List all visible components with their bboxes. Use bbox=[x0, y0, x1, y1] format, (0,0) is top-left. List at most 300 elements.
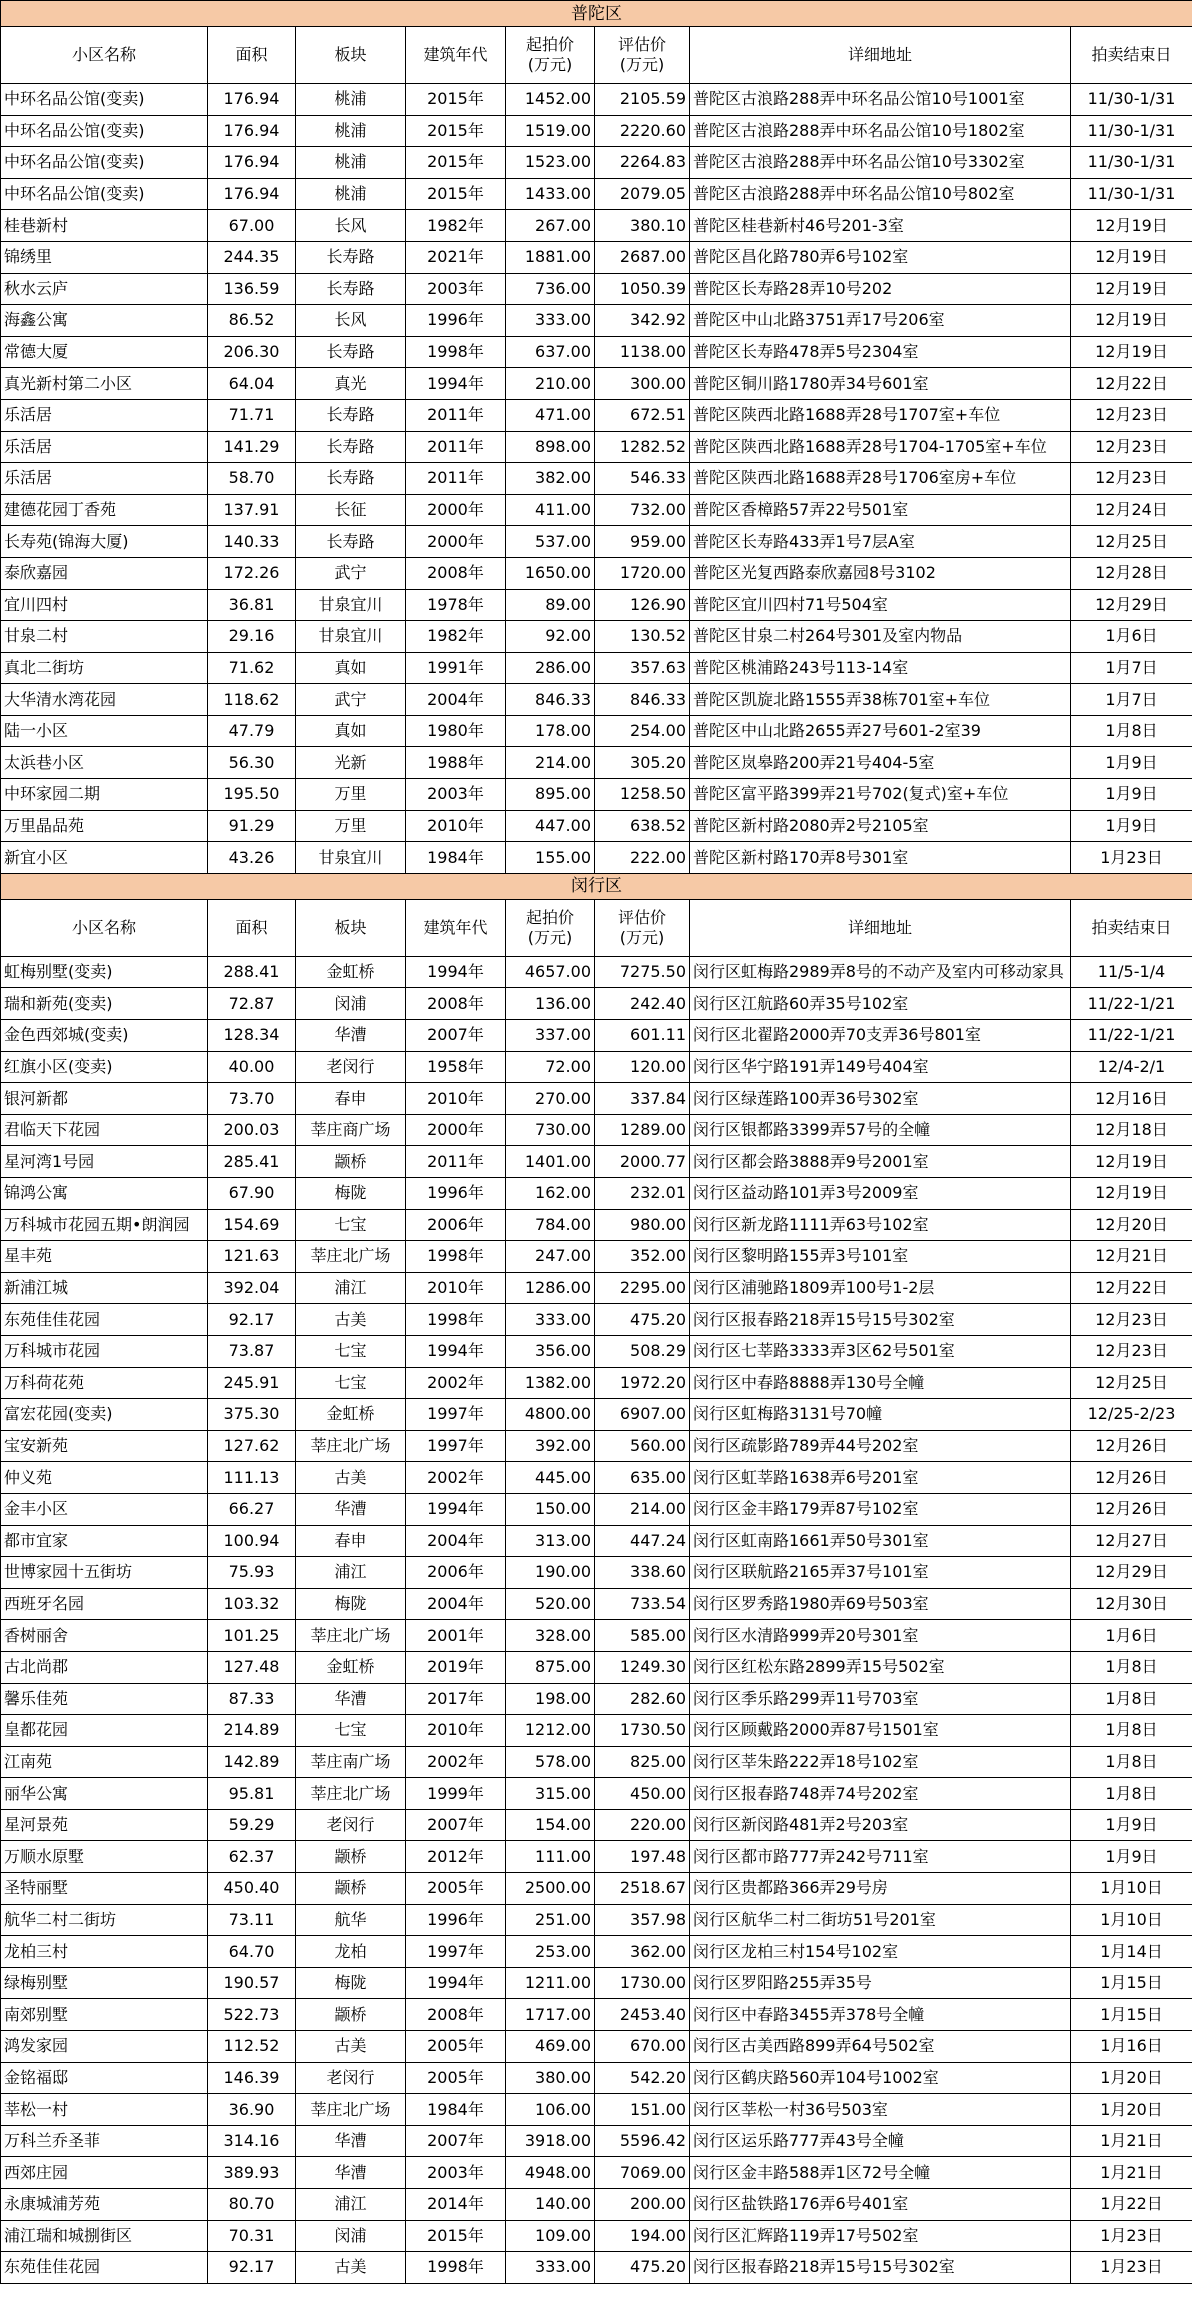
table-row bbox=[1, 557, 1192, 589]
build-year-cell: 1984年 bbox=[406, 842, 506, 874]
auction-end-date-cell: 1月21日 bbox=[1071, 2125, 1192, 2157]
auction-end-date-cell: 12月23日 bbox=[1071, 431, 1192, 463]
district-block-cell: 武宁 bbox=[296, 684, 406, 716]
appraised-price-cell: 732.00 bbox=[595, 494, 690, 526]
starting-price-cell: 190.00 bbox=[506, 1557, 595, 1589]
build-year-cell: 1994年 bbox=[406, 956, 506, 988]
build-year-cell: 1958年 bbox=[406, 1051, 506, 1083]
area-cell: 72.87 bbox=[208, 988, 296, 1020]
area-cell: 67.90 bbox=[208, 1178, 296, 1210]
area-cell: 136.59 bbox=[208, 273, 296, 305]
area-cell: 70.31 bbox=[208, 2220, 296, 2252]
area-cell: 75.93 bbox=[208, 1557, 296, 1589]
area-cell: 29.16 bbox=[208, 621, 296, 653]
appraised-price-cell: 5596.42 bbox=[595, 2125, 690, 2157]
build-year-cell: 2010年 bbox=[406, 1272, 506, 1304]
appraised-price-cell: 672.51 bbox=[595, 399, 690, 431]
address-cell: 闵行区汇辉路119弄17号502室 bbox=[690, 2220, 1071, 2252]
address-cell: 普陀区昌化路780弄6号102室 bbox=[690, 241, 1071, 273]
area-cell: 522.73 bbox=[208, 1999, 296, 2031]
district-block-cell: 古美 bbox=[296, 1304, 406, 1336]
community-name-cell: 锦鸿公寓 bbox=[1, 1178, 208, 1210]
district-block-cell: 华漕 bbox=[296, 2157, 406, 2189]
community-name-cell: 仲义苑 bbox=[1, 1462, 208, 1494]
address-cell: 闵行区浦驰路1809弄100号1-2层 bbox=[690, 1272, 1071, 1304]
table-row bbox=[1, 399, 1192, 431]
auction-end-date-cell: 1月23日 bbox=[1071, 2220, 1192, 2252]
starting-price-cell: 520.00 bbox=[506, 1588, 595, 1620]
community-name-cell: 香树丽舍 bbox=[1, 1620, 208, 1652]
community-name-cell: 建德花园丁香苑 bbox=[1, 494, 208, 526]
address-cell: 闵行区虹莘路1638弄6号201室 bbox=[690, 1462, 1071, 1494]
starting-price-cell: 247.00 bbox=[506, 1241, 595, 1273]
area-cell: 64.04 bbox=[208, 368, 296, 400]
community-name-cell: 万科城市花园五期•朗润园 bbox=[1, 1209, 208, 1241]
area-cell: 80.70 bbox=[208, 2189, 296, 2221]
build-year-cell: 2015年 bbox=[406, 178, 506, 210]
build-year-cell: 2007年 bbox=[406, 2125, 506, 2157]
header-end-date: 拍卖结束日 bbox=[1071, 899, 1192, 956]
district-block-cell: 桃浦 bbox=[296, 84, 406, 116]
area-cell: 214.89 bbox=[208, 1715, 296, 1747]
area-cell: 100.94 bbox=[208, 1525, 296, 1557]
address-cell: 闵行区运乐路777弄43号全幢 bbox=[690, 2125, 1071, 2157]
community-name-cell: 太浜巷小区 bbox=[1, 747, 208, 779]
district-block-cell: 万里 bbox=[296, 810, 406, 842]
build-year-cell: 2003年 bbox=[406, 779, 506, 811]
appraised-price-cell: 242.40 bbox=[595, 988, 690, 1020]
appraised-price-cell: 560.00 bbox=[595, 1430, 690, 1462]
auction-end-date-cell: 11/22-1/21 bbox=[1071, 988, 1192, 1020]
address-cell: 闵行区益动路101弄3号2009室 bbox=[690, 1178, 1071, 1210]
address-cell: 闵行区报春路218弄15号15号302室 bbox=[690, 1304, 1071, 1336]
appraised-price-cell: 352.00 bbox=[595, 1241, 690, 1273]
auction-end-date-cell: 1月7日 bbox=[1071, 684, 1192, 716]
table-row bbox=[1, 178, 1192, 210]
area-cell: 392.04 bbox=[208, 1272, 296, 1304]
auction-end-date-cell: 11/30-1/31 bbox=[1071, 84, 1192, 116]
area-cell: 141.29 bbox=[208, 431, 296, 463]
address-cell: 闵行区联航路2165弄37号101室 bbox=[690, 1557, 1071, 1589]
district-block-cell: 甘泉宜川 bbox=[296, 589, 406, 621]
starting-price-cell: 2500.00 bbox=[506, 1873, 595, 1905]
community-name-cell: 红旗小区(变卖) bbox=[1, 1051, 208, 1083]
district-block-cell: 华漕 bbox=[296, 1020, 406, 1052]
district-block-cell: 长风 bbox=[296, 305, 406, 337]
appraised-price-cell: 447.24 bbox=[595, 1525, 690, 1557]
starting-price-cell: 875.00 bbox=[506, 1651, 595, 1683]
build-year-cell: 2005年 bbox=[406, 1873, 506, 1905]
appraised-price-cell: 254.00 bbox=[595, 715, 690, 747]
build-year-cell: 2008年 bbox=[406, 988, 506, 1020]
build-year-cell: 2012年 bbox=[406, 1841, 506, 1873]
table-row bbox=[1, 147, 1192, 179]
community-name-cell: 大华清水湾花园 bbox=[1, 684, 208, 716]
address-cell: 普陀区新村路170弄8号301室 bbox=[690, 842, 1071, 874]
build-year-cell: 2011年 bbox=[406, 463, 506, 495]
district-block-cell: 长寿路 bbox=[296, 399, 406, 431]
table-row bbox=[1, 273, 1192, 305]
build-year-cell: 2008年 bbox=[406, 557, 506, 589]
auction-end-date-cell: 11/30-1/31 bbox=[1071, 178, 1192, 210]
table-row bbox=[1, 589, 1192, 621]
community-name-cell: 海鑫公寓 bbox=[1, 305, 208, 337]
area-cell: 112.52 bbox=[208, 2031, 296, 2063]
district-block-cell: 梅陇 bbox=[296, 1178, 406, 1210]
district-block-cell: 万里 bbox=[296, 779, 406, 811]
address-cell: 闵行区莘朱路222弄18号102室 bbox=[690, 1746, 1071, 1778]
area-cell: 127.48 bbox=[208, 1651, 296, 1683]
table-row bbox=[1, 1051, 1192, 1083]
starting-price-cell: 210.00 bbox=[506, 368, 595, 400]
community-name-cell: 锦绣里 bbox=[1, 241, 208, 273]
address-cell: 闵行区新龙路1111弄63号102室 bbox=[690, 1209, 1071, 1241]
table-body bbox=[1, 1, 1192, 2284]
build-year-cell: 2010年 bbox=[406, 1715, 506, 1747]
build-year-cell: 2015年 bbox=[406, 84, 506, 116]
community-name-cell: 鸿发家园 bbox=[1, 2031, 208, 2063]
community-name-cell: 银河新都 bbox=[1, 1083, 208, 1115]
appraised-price-cell: 475.20 bbox=[595, 2252, 690, 2284]
header-block: 板块 bbox=[296, 27, 406, 84]
auction-end-date-cell: 12/4-2/1 bbox=[1071, 1051, 1192, 1083]
address-cell: 闵行区报春路748弄74号202室 bbox=[690, 1778, 1071, 1810]
district-block-cell: 颛桥 bbox=[296, 1841, 406, 1873]
community-name-cell: 虹梅别墅(变卖) bbox=[1, 956, 208, 988]
area-cell: 172.26 bbox=[208, 557, 296, 589]
district-block-cell: 甘泉宜川 bbox=[296, 621, 406, 653]
district-block-cell: 梅陇 bbox=[296, 1588, 406, 1620]
area-cell: 118.62 bbox=[208, 684, 296, 716]
header-appraised-price: 评估价 (万元) bbox=[595, 899, 690, 956]
starting-price-cell: 784.00 bbox=[506, 1209, 595, 1241]
appraised-price-cell: 2079.05 bbox=[595, 178, 690, 210]
address-cell: 闵行区金丰路588弄1区72号全幢 bbox=[690, 2157, 1071, 2189]
auction-end-date-cell: 12月19日 bbox=[1071, 210, 1192, 242]
auction-end-date-cell: 1月9日 bbox=[1071, 779, 1192, 811]
area-cell: 244.35 bbox=[208, 241, 296, 273]
area-cell: 111.13 bbox=[208, 1462, 296, 1494]
build-year-cell: 2006年 bbox=[406, 1557, 506, 1589]
auction-end-date-cell: 1月9日 bbox=[1071, 1809, 1192, 1841]
address-cell: 闵行区虹南路1661弄50号301室 bbox=[690, 1525, 1071, 1557]
appraised-price-cell: 1282.52 bbox=[595, 431, 690, 463]
build-year-cell: 2000年 bbox=[406, 526, 506, 558]
starting-price-cell: 178.00 bbox=[506, 715, 595, 747]
area-cell: 95.81 bbox=[208, 1778, 296, 1810]
district-title: 闵行区 bbox=[1, 873, 1192, 899]
address-cell: 闵行区红松东路2899弄15号502室 bbox=[690, 1651, 1071, 1683]
build-year-cell: 2010年 bbox=[406, 1083, 506, 1115]
address-cell: 闵行区银都路3399弄57号的全幢 bbox=[690, 1114, 1071, 1146]
appraised-price-cell: 546.33 bbox=[595, 463, 690, 495]
community-name-cell: 桂巷新村 bbox=[1, 210, 208, 242]
auction-end-date-cell: 1月8日 bbox=[1071, 1778, 1192, 1810]
build-year-cell: 2004年 bbox=[406, 1588, 506, 1620]
starting-price-cell: 4800.00 bbox=[506, 1399, 595, 1431]
starting-price-cell: 286.00 bbox=[506, 652, 595, 684]
starting-price-cell: 447.00 bbox=[506, 810, 595, 842]
build-year-cell: 2003年 bbox=[406, 2157, 506, 2189]
table-row bbox=[1, 526, 1192, 558]
district-block-cell: 光新 bbox=[296, 747, 406, 779]
appraised-price-cell: 670.00 bbox=[595, 2031, 690, 2063]
build-year-cell: 2003年 bbox=[406, 273, 506, 305]
appraised-price-cell: 959.00 bbox=[595, 526, 690, 558]
table-row bbox=[1, 956, 1192, 988]
auction-end-date-cell: 12月20日 bbox=[1071, 1209, 1192, 1241]
community-name-cell: 金铭福邸 bbox=[1, 2062, 208, 2094]
area-cell: 195.50 bbox=[208, 779, 296, 811]
build-year-cell: 2014年 bbox=[406, 2189, 506, 2221]
starting-price-cell: 380.00 bbox=[506, 2062, 595, 2094]
table-row bbox=[1, 463, 1192, 495]
table-row bbox=[1, 747, 1192, 779]
auction-end-date-cell: 11/30-1/31 bbox=[1071, 115, 1192, 147]
build-year-cell: 1999年 bbox=[406, 1778, 506, 1810]
district-block-cell: 真如 bbox=[296, 652, 406, 684]
appraised-price-cell: 337.84 bbox=[595, 1083, 690, 1115]
address-cell: 闵行区绿莲路100弄36号302室 bbox=[690, 1083, 1071, 1115]
district-block-cell: 七宝 bbox=[296, 1209, 406, 1241]
address-cell: 普陀区富平路399弄21号702(复式)室+车位 bbox=[690, 779, 1071, 811]
starting-price-cell: 111.00 bbox=[506, 1841, 595, 1873]
appraised-price-cell: 151.00 bbox=[595, 2094, 690, 2126]
starting-price-cell: 1382.00 bbox=[506, 1367, 595, 1399]
area-cell: 71.62 bbox=[208, 652, 296, 684]
auction-end-date-cell: 1月6日 bbox=[1071, 621, 1192, 653]
table-row bbox=[1, 1525, 1192, 1557]
appraised-price-cell: 1730.50 bbox=[595, 1715, 690, 1747]
table-row bbox=[1, 1778, 1192, 1810]
starting-price-cell: 895.00 bbox=[506, 779, 595, 811]
auction-end-date-cell: 12/25-2/23 bbox=[1071, 1399, 1192, 1431]
district-block-cell: 老闵行 bbox=[296, 1051, 406, 1083]
district-block-cell: 桃浦 bbox=[296, 178, 406, 210]
auction-end-date-cell: 1月22日 bbox=[1071, 2189, 1192, 2221]
auction-end-date-cell: 1月8日 bbox=[1071, 1683, 1192, 1715]
appraised-price-cell: 585.00 bbox=[595, 1620, 690, 1652]
starting-price-cell: 1433.00 bbox=[506, 178, 595, 210]
address-cell: 闵行区黎明路155弄3号101室 bbox=[690, 1241, 1071, 1273]
auction-end-date-cell: 1月16日 bbox=[1071, 2031, 1192, 2063]
build-year-cell: 2010年 bbox=[406, 810, 506, 842]
table-row bbox=[1, 431, 1192, 463]
appraised-price-cell: 846.33 bbox=[595, 684, 690, 716]
area-cell: 36.90 bbox=[208, 2094, 296, 2126]
area-cell: 375.30 bbox=[208, 1399, 296, 1431]
community-name-cell: 古北尚郡 bbox=[1, 1651, 208, 1683]
address-cell: 普陀区古浪路288弄中环名品公馆10号1001室 bbox=[690, 84, 1071, 116]
appraised-price-cell: 601.11 bbox=[595, 1020, 690, 1052]
district-block-cell: 长寿路 bbox=[296, 431, 406, 463]
build-year-cell: 1991年 bbox=[406, 652, 506, 684]
auction-end-date-cell: 1月8日 bbox=[1071, 1746, 1192, 1778]
appraised-price-cell: 342.92 bbox=[595, 305, 690, 337]
table-row bbox=[1, 1651, 1192, 1683]
build-year-cell: 1996年 bbox=[406, 1904, 506, 1936]
build-year-cell: 2019年 bbox=[406, 1651, 506, 1683]
table-row bbox=[1, 1335, 1192, 1367]
community-name-cell: 秋水云庐 bbox=[1, 273, 208, 305]
community-name-cell: 都市宜家 bbox=[1, 1525, 208, 1557]
appraised-price-cell: 1258.50 bbox=[595, 779, 690, 811]
starting-price-cell: 1452.00 bbox=[506, 84, 595, 116]
starting-price-cell: 150.00 bbox=[506, 1493, 595, 1525]
address-cell: 闵行区顾戴路2000弄87号1501室 bbox=[690, 1715, 1071, 1747]
build-year-cell: 1982年 bbox=[406, 621, 506, 653]
auction-end-date-cell: 12月26日 bbox=[1071, 1430, 1192, 1462]
build-year-cell: 2021年 bbox=[406, 241, 506, 273]
community-name-cell: 万科荷花苑 bbox=[1, 1367, 208, 1399]
table-row bbox=[1, 842, 1192, 874]
area-cell: 71.71 bbox=[208, 399, 296, 431]
table-row bbox=[1, 2189, 1192, 2221]
table-row bbox=[1, 1462, 1192, 1494]
district-block-cell: 颛桥 bbox=[296, 1146, 406, 1178]
auction-end-date-cell: 12月19日 bbox=[1071, 241, 1192, 273]
district-block-cell: 金虹桥 bbox=[296, 956, 406, 988]
appraised-price-cell: 2453.40 bbox=[595, 1999, 690, 2031]
build-year-cell: 1997年 bbox=[406, 1399, 506, 1431]
community-name-cell: 中环名品公馆(变卖) bbox=[1, 84, 208, 116]
header-block: 板块 bbox=[296, 899, 406, 956]
auction-end-date-cell: 12月19日 bbox=[1071, 1178, 1192, 1210]
district-block-cell: 春申 bbox=[296, 1525, 406, 1557]
address-cell: 普陀区古浪路288弄中环名品公馆10号3302室 bbox=[690, 147, 1071, 179]
address-cell: 普陀区古浪路288弄中环名品公馆10号802室 bbox=[690, 178, 1071, 210]
district-block-cell: 莘庄北广场 bbox=[296, 1778, 406, 1810]
auction-end-date-cell: 12月25日 bbox=[1071, 526, 1192, 558]
address-cell: 闵行区贵都路366弄29号房 bbox=[690, 1873, 1071, 1905]
area-cell: 450.40 bbox=[208, 1873, 296, 1905]
table-row bbox=[1, 1809, 1192, 1841]
appraised-price-cell: 2220.60 bbox=[595, 115, 690, 147]
appraised-price-cell: 7275.50 bbox=[595, 956, 690, 988]
starting-price-cell: 333.00 bbox=[506, 1304, 595, 1336]
appraised-price-cell: 214.00 bbox=[595, 1493, 690, 1525]
table-row bbox=[1, 1904, 1192, 1936]
auction-end-date-cell: 1月15日 bbox=[1071, 1967, 1192, 1999]
header-area: 面积 bbox=[208, 27, 296, 84]
build-year-cell: 2004年 bbox=[406, 1525, 506, 1557]
auction-end-date-cell: 12月29日 bbox=[1071, 589, 1192, 621]
address-cell: 闵行区航华二村二街坊51号201室 bbox=[690, 1904, 1071, 1936]
community-name-cell: 陆一小区 bbox=[1, 715, 208, 747]
starting-price-cell: 136.00 bbox=[506, 988, 595, 1020]
appraised-price-cell: 362.00 bbox=[595, 1936, 690, 1968]
starting-price-cell: 315.00 bbox=[506, 1778, 595, 1810]
auction-end-date-cell: 11/22-1/21 bbox=[1071, 1020, 1192, 1052]
starting-price-cell: 4948.00 bbox=[506, 2157, 595, 2189]
address-cell: 普陀区中山北路2655弄27号601-2室39 bbox=[690, 715, 1071, 747]
address-cell: 闵行区金丰路179弄87号102室 bbox=[690, 1493, 1071, 1525]
appraised-price-cell: 380.10 bbox=[595, 210, 690, 242]
address-cell: 普陀区铜川路1780弄34号601室 bbox=[690, 368, 1071, 400]
build-year-cell: 2015年 bbox=[406, 147, 506, 179]
table-row bbox=[1, 1683, 1192, 1715]
district-block-cell: 华漕 bbox=[296, 2125, 406, 2157]
area-cell: 176.94 bbox=[208, 115, 296, 147]
starting-price-cell: 392.00 bbox=[506, 1430, 595, 1462]
auction-end-date-cell: 12月21日 bbox=[1071, 1241, 1192, 1273]
area-cell: 314.16 bbox=[208, 2125, 296, 2157]
area-cell: 176.94 bbox=[208, 84, 296, 116]
auction-end-date-cell: 1月8日 bbox=[1071, 715, 1192, 747]
district-title-row bbox=[1, 1, 1192, 27]
appraised-price-cell: 2295.00 bbox=[595, 1272, 690, 1304]
appraised-price-cell: 357.98 bbox=[595, 1904, 690, 1936]
appraised-price-cell: 733.54 bbox=[595, 1588, 690, 1620]
starting-price-cell: 4657.00 bbox=[506, 956, 595, 988]
community-name-cell: 新浦江城 bbox=[1, 1272, 208, 1304]
auction-end-date-cell: 12月23日 bbox=[1071, 1335, 1192, 1367]
address-cell: 闵行区疏影路789弄44号202室 bbox=[690, 1430, 1071, 1462]
auction-end-date-cell: 1月20日 bbox=[1071, 2062, 1192, 2094]
district-block-cell: 长征 bbox=[296, 494, 406, 526]
starting-price-cell: 337.00 bbox=[506, 1020, 595, 1052]
area-cell: 389.93 bbox=[208, 2157, 296, 2189]
build-year-cell: 1978年 bbox=[406, 589, 506, 621]
area-cell: 92.17 bbox=[208, 1304, 296, 1336]
district-block-cell: 长寿路 bbox=[296, 241, 406, 273]
build-year-cell: 2015年 bbox=[406, 115, 506, 147]
appraised-price-cell: 200.00 bbox=[595, 2189, 690, 2221]
address-cell: 普陀区中山北路3751弄17号206室 bbox=[690, 305, 1071, 337]
address-cell: 普陀区凯旋北路1555弄38栋701室+车位 bbox=[690, 684, 1071, 716]
appraised-price-cell: 232.01 bbox=[595, 1178, 690, 1210]
district-block-cell: 闵浦 bbox=[296, 988, 406, 1020]
starting-price-cell: 251.00 bbox=[506, 1904, 595, 1936]
auction-end-date-cell: 1月8日 bbox=[1071, 1651, 1192, 1683]
build-year-cell: 2007年 bbox=[406, 1809, 506, 1841]
starting-price-cell: 1717.00 bbox=[506, 1999, 595, 2031]
build-year-cell: 1998年 bbox=[406, 336, 506, 368]
appraised-price-cell: 7069.00 bbox=[595, 2157, 690, 2189]
starting-price-cell: 267.00 bbox=[506, 210, 595, 242]
auction-end-date-cell: 12月22日 bbox=[1071, 1272, 1192, 1304]
district-block-cell: 莘庄北广场 bbox=[296, 1620, 406, 1652]
build-year-cell: 1996年 bbox=[406, 305, 506, 337]
starting-price-cell: 469.00 bbox=[506, 2031, 595, 2063]
auction-end-date-cell: 12月25日 bbox=[1071, 1367, 1192, 1399]
build-year-cell: 2006年 bbox=[406, 1209, 506, 1241]
area-cell: 200.03 bbox=[208, 1114, 296, 1146]
district-block-cell: 武宁 bbox=[296, 557, 406, 589]
district-block-cell: 华漕 bbox=[296, 1683, 406, 1715]
appraised-price-cell: 475.20 bbox=[595, 1304, 690, 1336]
appraised-price-cell: 638.52 bbox=[595, 810, 690, 842]
starting-price-cell: 92.00 bbox=[506, 621, 595, 653]
table-row bbox=[1, 2220, 1192, 2252]
table-row bbox=[1, 1367, 1192, 1399]
address-cell: 闵行区盐铁路176弄6号401室 bbox=[690, 2189, 1071, 2221]
community-name-cell: 世博家园十五街坊 bbox=[1, 1557, 208, 1589]
table-row bbox=[1, 368, 1192, 400]
appraised-price-cell: 357.63 bbox=[595, 652, 690, 684]
district-block-cell: 颛桥 bbox=[296, 1873, 406, 1905]
auction-end-date-cell: 12月30日 bbox=[1071, 1588, 1192, 1620]
table-row bbox=[1, 1841, 1192, 1873]
community-name-cell: 中环名品公馆(变卖) bbox=[1, 178, 208, 210]
address-cell: 普陀区光复西路泰欣嘉园8号3102 bbox=[690, 557, 1071, 589]
district-block-cell: 浦江 bbox=[296, 1557, 406, 1589]
area-cell: 288.41 bbox=[208, 956, 296, 988]
address-cell: 普陀区陕西北路1688弄28号1706室房+车位 bbox=[690, 463, 1071, 495]
starting-price-cell: 1212.00 bbox=[506, 1715, 595, 1747]
address-cell: 闵行区水清路999弄20号301室 bbox=[690, 1620, 1071, 1652]
district-block-cell: 老闵行 bbox=[296, 2062, 406, 2094]
